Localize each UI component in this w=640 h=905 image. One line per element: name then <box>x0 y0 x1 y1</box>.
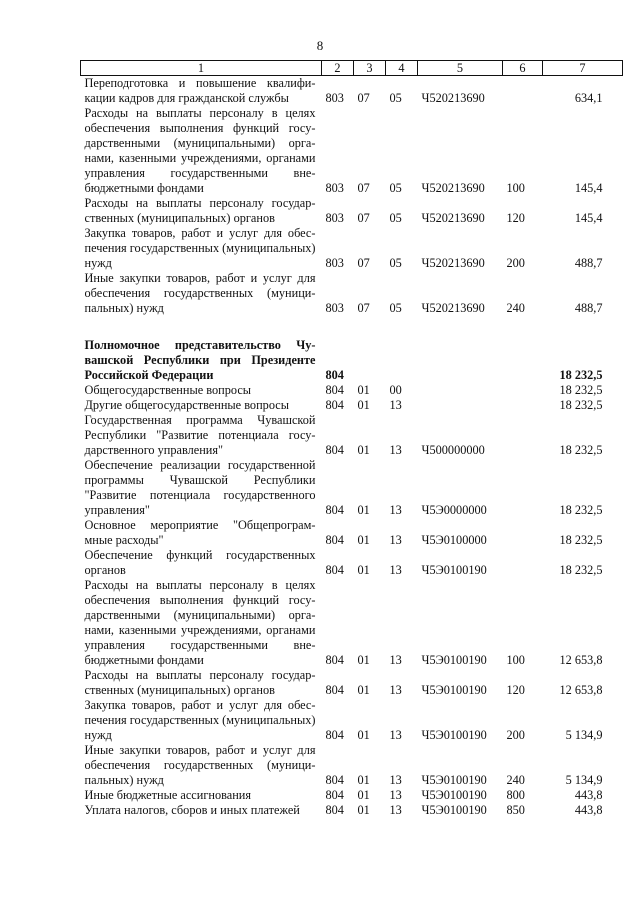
row-name: Обеспечение функций государственных органов <box>84 548 316 577</box>
amount-value: 18 232,5 <box>559 368 603 382</box>
ministry-code: 804 <box>325 398 344 412</box>
table-row <box>81 338 623 383</box>
section-code: 07 <box>357 91 370 105</box>
header-row <box>81 61 623 76</box>
amount-value: 18 232,5 <box>559 533 603 547</box>
target-article-code <box>418 383 503 398</box>
subsection-code: 00 <box>389 383 402 397</box>
row-name: Переподготовка и повышение квалификации кадров для гражданской службы <box>84 76 316 105</box>
row-name: Государственная программа Чувашской Республики "Развитие потенциала государственного управления" <box>84 413 316 457</box>
expense-type-code: 200 <box>506 256 525 270</box>
spacer-cell <box>81 316 623 338</box>
row-name: Другие общегосударственные вопросы <box>84 398 289 412</box>
table-row <box>81 743 623 788</box>
section-code: 01 <box>357 728 370 742</box>
ministry-code: 804 <box>325 803 344 817</box>
target-article-code: Ч520213690 <box>421 181 485 195</box>
expense-type-code <box>503 518 543 548</box>
target-article-code: Ч520213690 <box>421 256 485 270</box>
section-code: 07 <box>357 211 370 225</box>
expense-type-code: 240 <box>506 301 525 315</box>
subsection-code: 05 <box>389 181 402 195</box>
ministry-code: 804 <box>325 443 344 457</box>
target-article-code: Ч5Э0100000 <box>421 533 487 547</box>
ministry-code: 804 <box>325 788 344 802</box>
ministry-code: 804 <box>325 683 344 697</box>
amount-value: 18 232,5 <box>559 383 603 397</box>
column-header-3: 3 <box>354 61 386 76</box>
row-name: Обеспечение реализации государственной программы Чувашской Республики "Развитие потенциала государственного управления" <box>84 458 316 517</box>
expense-type-code: 120 <box>506 211 525 225</box>
expense-type-code: 850 <box>506 803 525 817</box>
column-header-6: 6 <box>503 61 543 76</box>
target-article-code: Ч520213690 <box>421 211 485 225</box>
row-name: Основное мероприятие "Общепрограммные расходы" <box>84 518 316 547</box>
section-code <box>354 338 386 383</box>
section-code: 01 <box>357 788 370 802</box>
amount-value: 18 232,5 <box>559 563 603 577</box>
ministry-code: 803 <box>325 211 344 225</box>
row-name: Полномочное представительство Чувашской Республики при Президенте Российской Федерации <box>84 338 316 382</box>
expense-type-code: 200 <box>506 728 525 742</box>
ministry-code: 803 <box>325 91 344 105</box>
target-article-code: Ч5Э0100190 <box>421 563 487 577</box>
table-row <box>81 803 623 818</box>
target-article-code: Ч5Э0100190 <box>421 653 487 667</box>
section-code: 07 <box>357 256 370 270</box>
target-article-code: Ч520213690 <box>421 91 485 105</box>
subsection-code: 05 <box>389 91 402 105</box>
row-name: Общегосударственные вопросы <box>84 383 252 397</box>
amount-value: 5 134,9 <box>565 773 603 787</box>
table-row <box>81 398 623 413</box>
subsection-code <box>386 338 418 383</box>
target-article-code: Ч5Э0100190 <box>421 803 487 817</box>
table-row <box>81 668 623 698</box>
ministry-code: 804 <box>325 533 344 547</box>
subsection-code: 13 <box>389 398 402 412</box>
section-code: 01 <box>357 773 370 787</box>
table-row <box>81 698 623 743</box>
row-name: Расходы на выплаты персоналу государственных (муниципальных) органов <box>84 196 316 225</box>
section-code: 01 <box>357 563 370 577</box>
table-header <box>81 61 623 76</box>
table-row <box>81 413 623 458</box>
expense-type-code <box>503 338 543 383</box>
ministry-code: 803 <box>325 256 344 270</box>
expense-type-code <box>503 413 543 458</box>
ministry-code: 803 <box>325 301 344 315</box>
subsection-code: 13 <box>389 563 402 577</box>
ministry-code: 804 <box>325 563 344 577</box>
budget-table <box>80 60 623 818</box>
ministry-code: 804 <box>325 503 344 517</box>
row-name: Иные закупки товаров, работ и услуг для обеспечения государственных (муниципальных) нужд <box>84 271 316 315</box>
spacer-row <box>81 316 623 338</box>
ministry-code: 803 <box>325 181 344 195</box>
amount-value: 5 134,9 <box>565 728 603 742</box>
section-code: 01 <box>357 683 370 697</box>
target-article-code: Ч5Э0100190 <box>421 788 487 802</box>
subsection-code: 13 <box>389 803 402 817</box>
row-name: Расходы на выплаты персоналу государственных (муниципальных) органов <box>84 668 316 697</box>
section-code: 01 <box>357 383 370 397</box>
subsection-code: 13 <box>389 683 402 697</box>
table-row <box>81 548 623 578</box>
expense-type-code: 240 <box>506 773 525 787</box>
target-article-code <box>418 398 503 413</box>
table-row <box>81 196 623 226</box>
subsection-code: 05 <box>389 211 402 225</box>
target-article-code: Ч520213690 <box>421 301 485 315</box>
section-code: 07 <box>357 181 370 195</box>
amount-value: 488,7 <box>574 256 603 270</box>
amount-value: 145,4 <box>574 211 603 225</box>
ministry-code: 804 <box>325 653 344 667</box>
column-header-4: 4 <box>386 61 418 76</box>
row-name: Закупка товаров, работ и услуг для обеспечения государственных (муниципальных) нужд <box>84 226 316 270</box>
section-code: 01 <box>357 653 370 667</box>
target-article-code: Ч5Э0100190 <box>421 773 487 787</box>
section-code: 01 <box>357 503 370 517</box>
amount-value: 18 232,5 <box>559 443 603 457</box>
amount-value: 12 653,8 <box>559 653 603 667</box>
target-article-code: Ч5Э0000000 <box>421 503 487 517</box>
amount-value: 443,8 <box>574 803 603 817</box>
row-name: Расходы на выплаты персоналу в целях обеспечения выполнения функций государственными (муниципальными) органами, казенными учреждениями, органами управления государственными внебюджетными фондами <box>84 106 316 195</box>
expense-type-code <box>503 398 543 413</box>
expense-type-code <box>503 458 543 518</box>
amount-value: 145,4 <box>574 181 603 195</box>
amount-value: 488,7 <box>574 301 603 315</box>
subsection-code: 13 <box>389 503 402 517</box>
expense-type-code: 800 <box>506 788 525 802</box>
table-row <box>81 383 623 398</box>
subsection-code: 13 <box>389 533 402 547</box>
table-row <box>81 788 623 803</box>
section-code: 07 <box>357 301 370 315</box>
table-row <box>81 106 623 196</box>
table-row <box>81 76 623 107</box>
subsection-code: 13 <box>389 443 402 457</box>
column-header-1: 1 <box>81 61 322 76</box>
target-article-code: Ч5Э0100190 <box>421 683 487 697</box>
subsection-code: 13 <box>389 773 402 787</box>
subsection-code: 05 <box>389 301 402 315</box>
table-row <box>81 578 623 668</box>
row-name: Иные бюджетные ассигнования <box>84 788 252 802</box>
subsection-code: 05 <box>389 256 402 270</box>
column-header-7: 7 <box>543 61 623 76</box>
ministry-code: 804 <box>325 383 344 397</box>
amount-value: 18 232,5 <box>559 503 603 517</box>
expense-type-code <box>503 76 543 107</box>
row-name: Уплата налогов, сборов и иных платежей <box>84 803 300 817</box>
ministry-code: 804 <box>325 368 344 382</box>
amount-value: 634,1 <box>574 91 603 105</box>
row-name: Иные закупки товаров, работ и услуг для обеспечения государственных (муниципальных) нужд <box>84 743 316 787</box>
target-article-code <box>418 338 503 383</box>
row-name: Расходы на выплаты персоналу в целях обеспечения выполнения функций государственными (муниципальными) органами, казенными учреждениями, органами управления государственными внебюджетными фондами <box>84 578 316 667</box>
target-article-code: Ч500000000 <box>421 443 485 457</box>
amount-value: 18 232,5 <box>559 398 603 412</box>
table-row <box>81 226 623 271</box>
row-name: Закупка товаров, работ и услуг для обеспечения государственных (муниципальных) нужд <box>84 698 316 742</box>
subsection-code: 13 <box>389 788 402 802</box>
amount-value: 443,8 <box>574 788 603 802</box>
section-code: 01 <box>357 803 370 817</box>
expense-type-code: 100 <box>506 181 525 195</box>
amount-value: 12 653,8 <box>559 683 603 697</box>
column-header-5: 5 <box>418 61 503 76</box>
expense-type-code <box>503 383 543 398</box>
table-row <box>81 458 623 518</box>
expense-type-code <box>503 548 543 578</box>
section-code: 01 <box>357 398 370 412</box>
column-header-2: 2 <box>322 61 354 76</box>
target-article-code: Ч5Э0100190 <box>421 728 487 742</box>
table-row <box>81 518 623 548</box>
expense-type-code: 120 <box>506 683 525 697</box>
page-number: 8 <box>316 38 324 53</box>
ministry-code: 804 <box>325 728 344 742</box>
section-code: 01 <box>357 443 370 457</box>
subsection-code: 13 <box>389 728 402 742</box>
section-code: 01 <box>357 533 370 547</box>
table-body <box>81 76 623 819</box>
subsection-code: 13 <box>389 653 402 667</box>
ministry-code: 804 <box>325 773 344 787</box>
table-row <box>81 271 623 316</box>
expense-type-code: 100 <box>506 653 525 667</box>
